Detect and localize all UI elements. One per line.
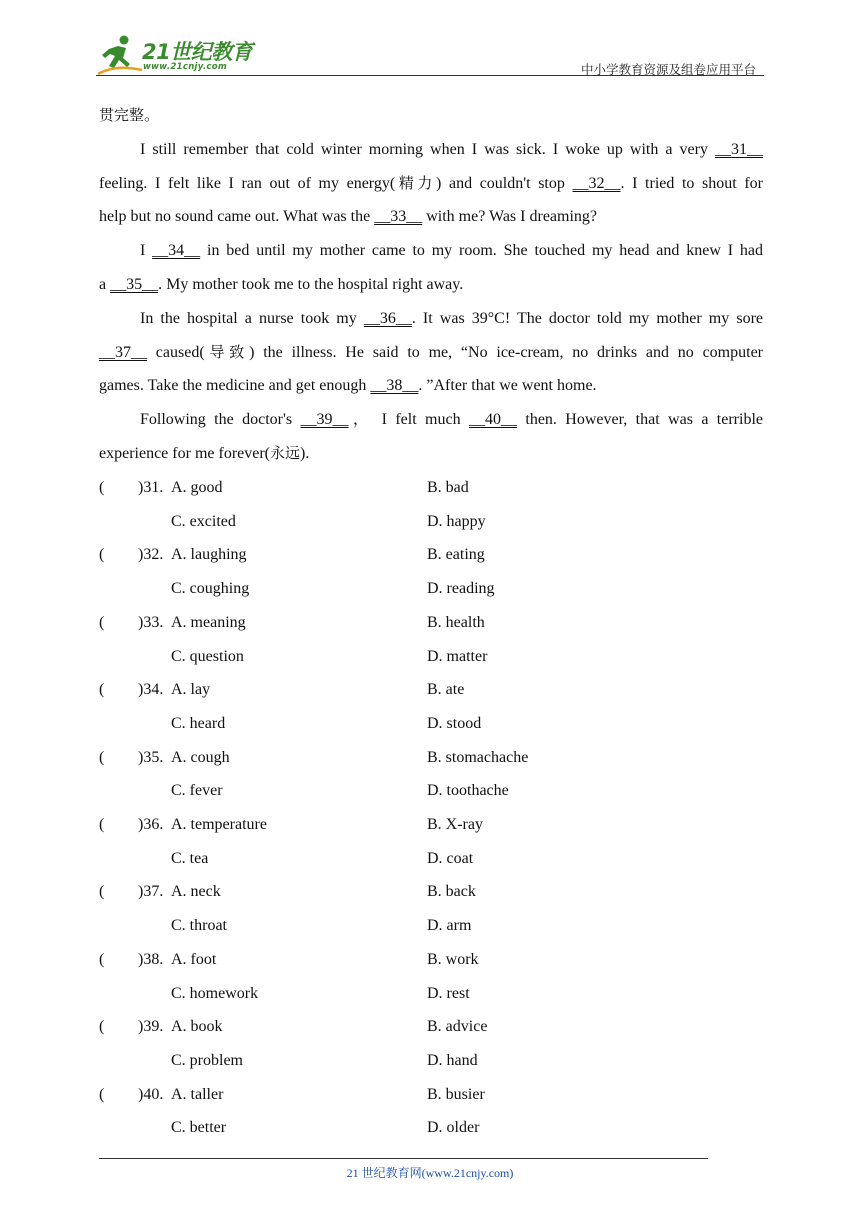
footer-text: 21 世纪教育网(www.21cnjy.com) <box>346 1166 514 1180</box>
option-b: B. advice <box>427 1018 488 1036</box>
question-row-options <box>99 909 763 943</box>
page-header <box>96 30 764 78</box>
footer-divider <box>99 1158 708 1159</box>
blank-33: __33__ <box>374 208 423 226</box>
option-d: D. coat <box>427 849 474 867</box>
answer-paren[interactable]: ( <box>99 748 105 766</box>
passage-line: __37__ caused(导致) the illness. He said to me, “No ice-cream, no drinks and no computer <box>99 342 763 361</box>
passage-line: games. Take the medicine and get enough __38__. ”After that we went home. <box>99 377 597 395</box>
option-a: A. laughing <box>171 546 247 564</box>
passage-line: help but no sound came out. What was the __33__ with me? Was I dreaming? <box>99 208 598 226</box>
blank-34: __34__ <box>152 242 201 259</box>
blank-32: __32__ <box>572 174 621 192</box>
answer-paren[interactable]: ( <box>99 950 105 968</box>
header-platform-name: 中小学教育资源及组卷应用平台 <box>580 62 756 77</box>
blank-36: __36__ <box>363 310 412 327</box>
answer-paren[interactable]: ( <box>99 613 105 631</box>
question-row <box>99 606 763 640</box>
passage-line: Following the doctor's __39__， I felt much __40__ then. However, that was a terrible <box>140 411 764 428</box>
option-b: B. eating <box>427 546 485 564</box>
question-row <box>99 1078 763 1112</box>
question-row-options <box>99 707 763 741</box>
question-number: )34. <box>138 681 164 699</box>
answer-paren[interactable]: ( <box>99 681 105 699</box>
logo <box>96 34 266 78</box>
answer-paren[interactable]: ( <box>99 1085 105 1103</box>
question-number: )35. <box>138 748 164 766</box>
instruction-tail <box>99 99 763 133</box>
option-c: C. question <box>171 647 244 665</box>
option-d: D. arm <box>427 917 472 935</box>
answer-paren[interactable]: ( <box>99 546 105 564</box>
passage-paragraph-3 <box>99 302 763 403</box>
option-a: A. temperature <box>171 816 267 833</box>
option-d: D. happy <box>427 512 486 530</box>
option-a: A. cough <box>171 748 230 766</box>
passage-line: a __35__. My mother took me to the hospital right away. <box>99 275 464 293</box>
option-c: C. better <box>171 1119 227 1137</box>
option-d: D. matter <box>427 647 488 665</box>
answer-paren[interactable]: ( <box>99 1018 105 1036</box>
question-number: )31. <box>138 479 164 496</box>
option-c: C. problem <box>171 1051 243 1069</box>
question-number: )40. <box>138 1085 164 1103</box>
option-a: A. meaning <box>171 613 246 631</box>
option-b: B. work <box>427 950 479 968</box>
question-number: )39. <box>138 1018 164 1036</box>
question-row <box>99 741 763 775</box>
question-number: )37. <box>138 883 164 901</box>
answer-paren[interactable]: ( <box>99 883 105 901</box>
passage-paragraph-4 <box>99 403 763 470</box>
option-a: A. foot <box>171 950 217 968</box>
question-number: )36. <box>138 816 164 833</box>
passage-line: I __34__ in bed until my mother came to my room. She touched my head and knew I had <box>140 242 764 259</box>
question-row-options <box>99 977 763 1011</box>
passage-line: experience for me forever(永远). <box>99 443 310 462</box>
option-c: C. throat <box>171 917 227 935</box>
passage-line: In the hospital a nurse took my __36__. It was 39°C! The doctor told my mother my sore <box>140 310 764 327</box>
option-a: A. good <box>171 479 223 496</box>
blank-40: __40__ <box>468 411 517 428</box>
answer-paren[interactable]: ( <box>99 816 105 833</box>
option-b: B. ate <box>427 681 465 699</box>
header-divider <box>96 75 764 76</box>
question-row <box>99 875 763 909</box>
option-b: B. bad <box>427 479 469 496</box>
question-number: )38. <box>138 950 164 968</box>
answer-paren[interactable]: ( <box>99 479 105 496</box>
option-d: D. hand <box>427 1051 478 1069</box>
option-b: B. back <box>427 883 476 901</box>
question-row-options <box>99 505 763 539</box>
option-c: C. heard <box>171 714 226 732</box>
runner-logo-icon <box>96 34 144 78</box>
option-a: A. neck <box>171 883 221 901</box>
passage-line: I still remember that cold winter morning when I was sick. I woke up with a very __31__ <box>140 141 763 158</box>
option-d: D. reading <box>427 580 495 598</box>
question-row-options <box>99 842 763 876</box>
question-row <box>99 471 763 505</box>
passage-line: feeling. I felt like I ran out of my energy(精力) and couldn't stop __32__. I tried to shout for <box>99 173 763 192</box>
question-number: )33. <box>138 613 164 631</box>
question-number: )32. <box>138 546 164 564</box>
option-a: A. taller <box>171 1085 224 1103</box>
logo-text: 21世纪教育 <box>142 40 253 64</box>
option-b: B. busier <box>427 1085 485 1103</box>
option-d: D. older <box>427 1119 480 1137</box>
question-row <box>99 673 763 707</box>
blank-39: __39__ <box>300 411 349 428</box>
passage-paragraph-2 <box>99 234 763 301</box>
blank-31: __31__ <box>715 141 763 158</box>
option-c: C. coughing <box>171 580 250 598</box>
question-row <box>99 1010 763 1044</box>
option-d: D. toothache <box>427 782 509 800</box>
question-row-options <box>99 774 763 808</box>
passage-paragraph-1 <box>99 133 763 234</box>
option-c: C. fever <box>171 782 223 800</box>
blank-38: __38__ <box>370 377 419 395</box>
question-row-options <box>99 1044 763 1078</box>
instruction-text: 贯完整。 <box>99 106 160 124</box>
question-row <box>99 808 763 842</box>
blank-37: __37__ <box>99 343 147 361</box>
option-b: B. health <box>427 613 485 631</box>
option-b: B. X-ray <box>427 816 483 833</box>
option-a: A. book <box>171 1018 223 1036</box>
option-d: D. stood <box>427 714 482 732</box>
logo-url: www.21cnjy.com <box>143 62 227 72</box>
option-a: A. lay <box>171 681 211 699</box>
option-c: C. homework <box>171 984 259 1002</box>
question-row-options <box>99 572 763 606</box>
question-row-options <box>99 640 763 674</box>
question-row <box>99 538 763 572</box>
option-c: C. tea <box>171 849 209 867</box>
option-b: B. stomachache <box>427 748 529 766</box>
question-row-options <box>99 1111 763 1145</box>
question-row <box>99 943 763 977</box>
blank-35: __35__ <box>110 275 159 293</box>
option-d: D. rest <box>427 984 470 1002</box>
option-c: C. excited <box>171 512 236 530</box>
